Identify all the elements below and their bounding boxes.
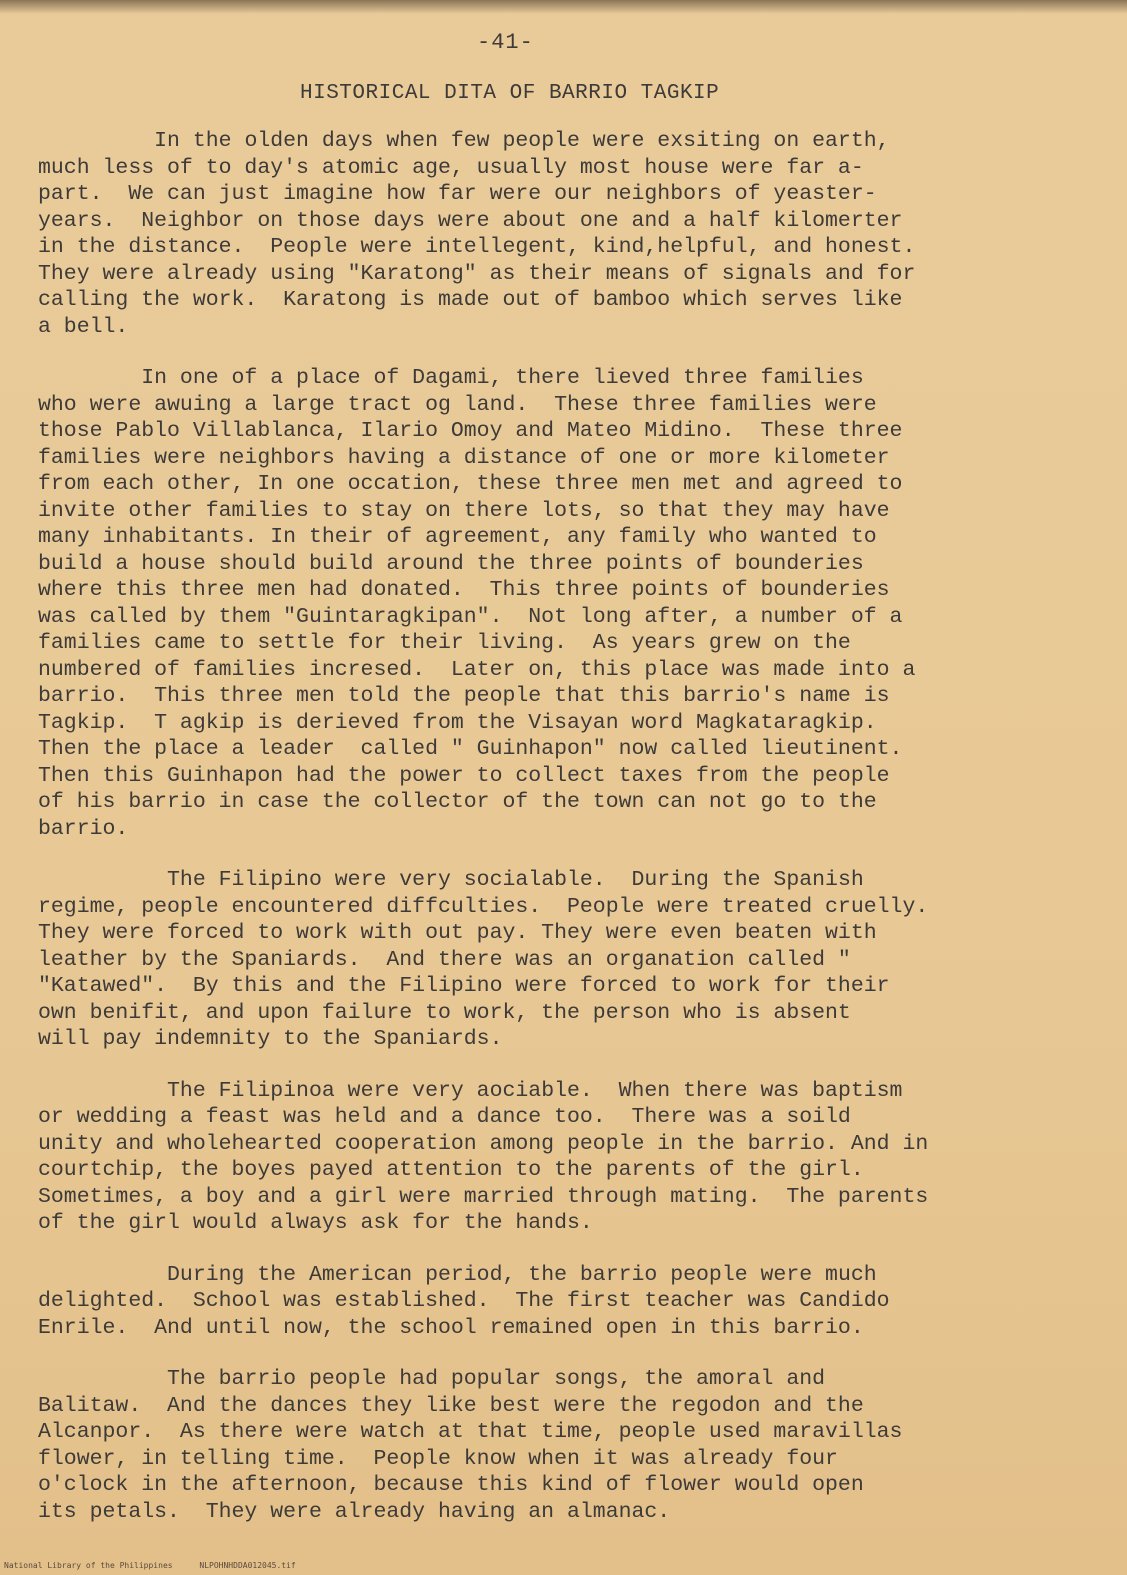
document-title: HISTORICAL DITA OF BARRIO TAGKIP — [300, 82, 720, 105]
paragraph-songs-dances: The barrio people had popular songs, the amoral and Balitaw. And the dances they like best were the regodon and the Alcanpor. As there were watch at that time, people used maravillas flower, in telling time. People know when it was already four o'clock in the afternoon, because this kind of flower would open its petals. They were already having an almanac. — [38, 1367, 903, 1524]
document-body — [38, 128, 1098, 1550]
footer-source: National Library of the Philippines — [4, 1561, 173, 1570]
paragraph-customs: The Filipinoa were very aociable. When there was baptism or wedding a feast was held and a dance too. There was a soild unity and wholehearted cooperation among people in the barrio. And in courtchip, the boyes payed attention to the parents of the girl. Sometimes, a boy and a girl were married through mating. The parents of the girl would always ask for the hands. — [38, 1078, 929, 1235]
paragraph-spanish-regime: The Filipino were very socialable. During the Spanish regime, people encountered diffculties. People were treated cruelly. They were forced to work with out pay. They were even beaten with leather by the Spaniards. And there was an organation called " "Katawed". By this and the Filipino were forced to work for their own benifit, and upon failure to work, the person who is absent will pay indemnity to the Spaniards. — [38, 868, 929, 1051]
scan-footer — [4, 1561, 318, 1570]
paragraph-american-period: During the American period, the barrio people were much delighted. School was established. The first teacher was Candido Enrile. And until now, the school remained open in this barrio. — [38, 1262, 890, 1340]
footer-file: NLPOHNHDDA012045.tif — [199, 1561, 296, 1570]
paragraph-three-families: In one of a place of Dagami, there lieved three families who were awuing a large tract og land. These three families were those Pablo Villablanca, Ilario Omoy and Mateo Midino. These three families were neighbors having a distance of one or more kilometer from each other, In one occation, these three men met and agreed to invite other families to stay on there lots, so that they may have many inhabitants. In their of agreement, any family who wanted to build a house should build around the three points of bounderies where this three men had donated. This three points of bounderies was called by them "Guintaragkipan". Not long after, a number of a families came to settle for their living. As years grew on the numbered of families incresed. Later on, this place was made into a barrio. This three men told the people that this barrio's name is Tagkip. T agkip is derieved from the Visayan word Magkataragkip. Then the place a leader called " Guinhapon" now called lieutinent. Then this Guinhapon had the power to collect taxes from the people of his barrio in case the collector of the town can not go to the barrio. — [38, 366, 916, 841]
paragraph-olden-days: In the olden days when few people were exsiting on earth, much less of to day's atomic age, usually most house were far a- part. We can just imagine how far were our neighbors of yeaster- years. Neighbor on those days were about one and a half kilomerter in the distance. People were intellegent, kind,helpful, and honest. They were already using "Karatong" as their means of signals and for calling the work. Karatong is made out of bamboo which serves like a bell. — [38, 129, 916, 339]
scan-edge-shadow — [0, 0, 1127, 14]
page-number: -41- — [477, 30, 534, 55]
